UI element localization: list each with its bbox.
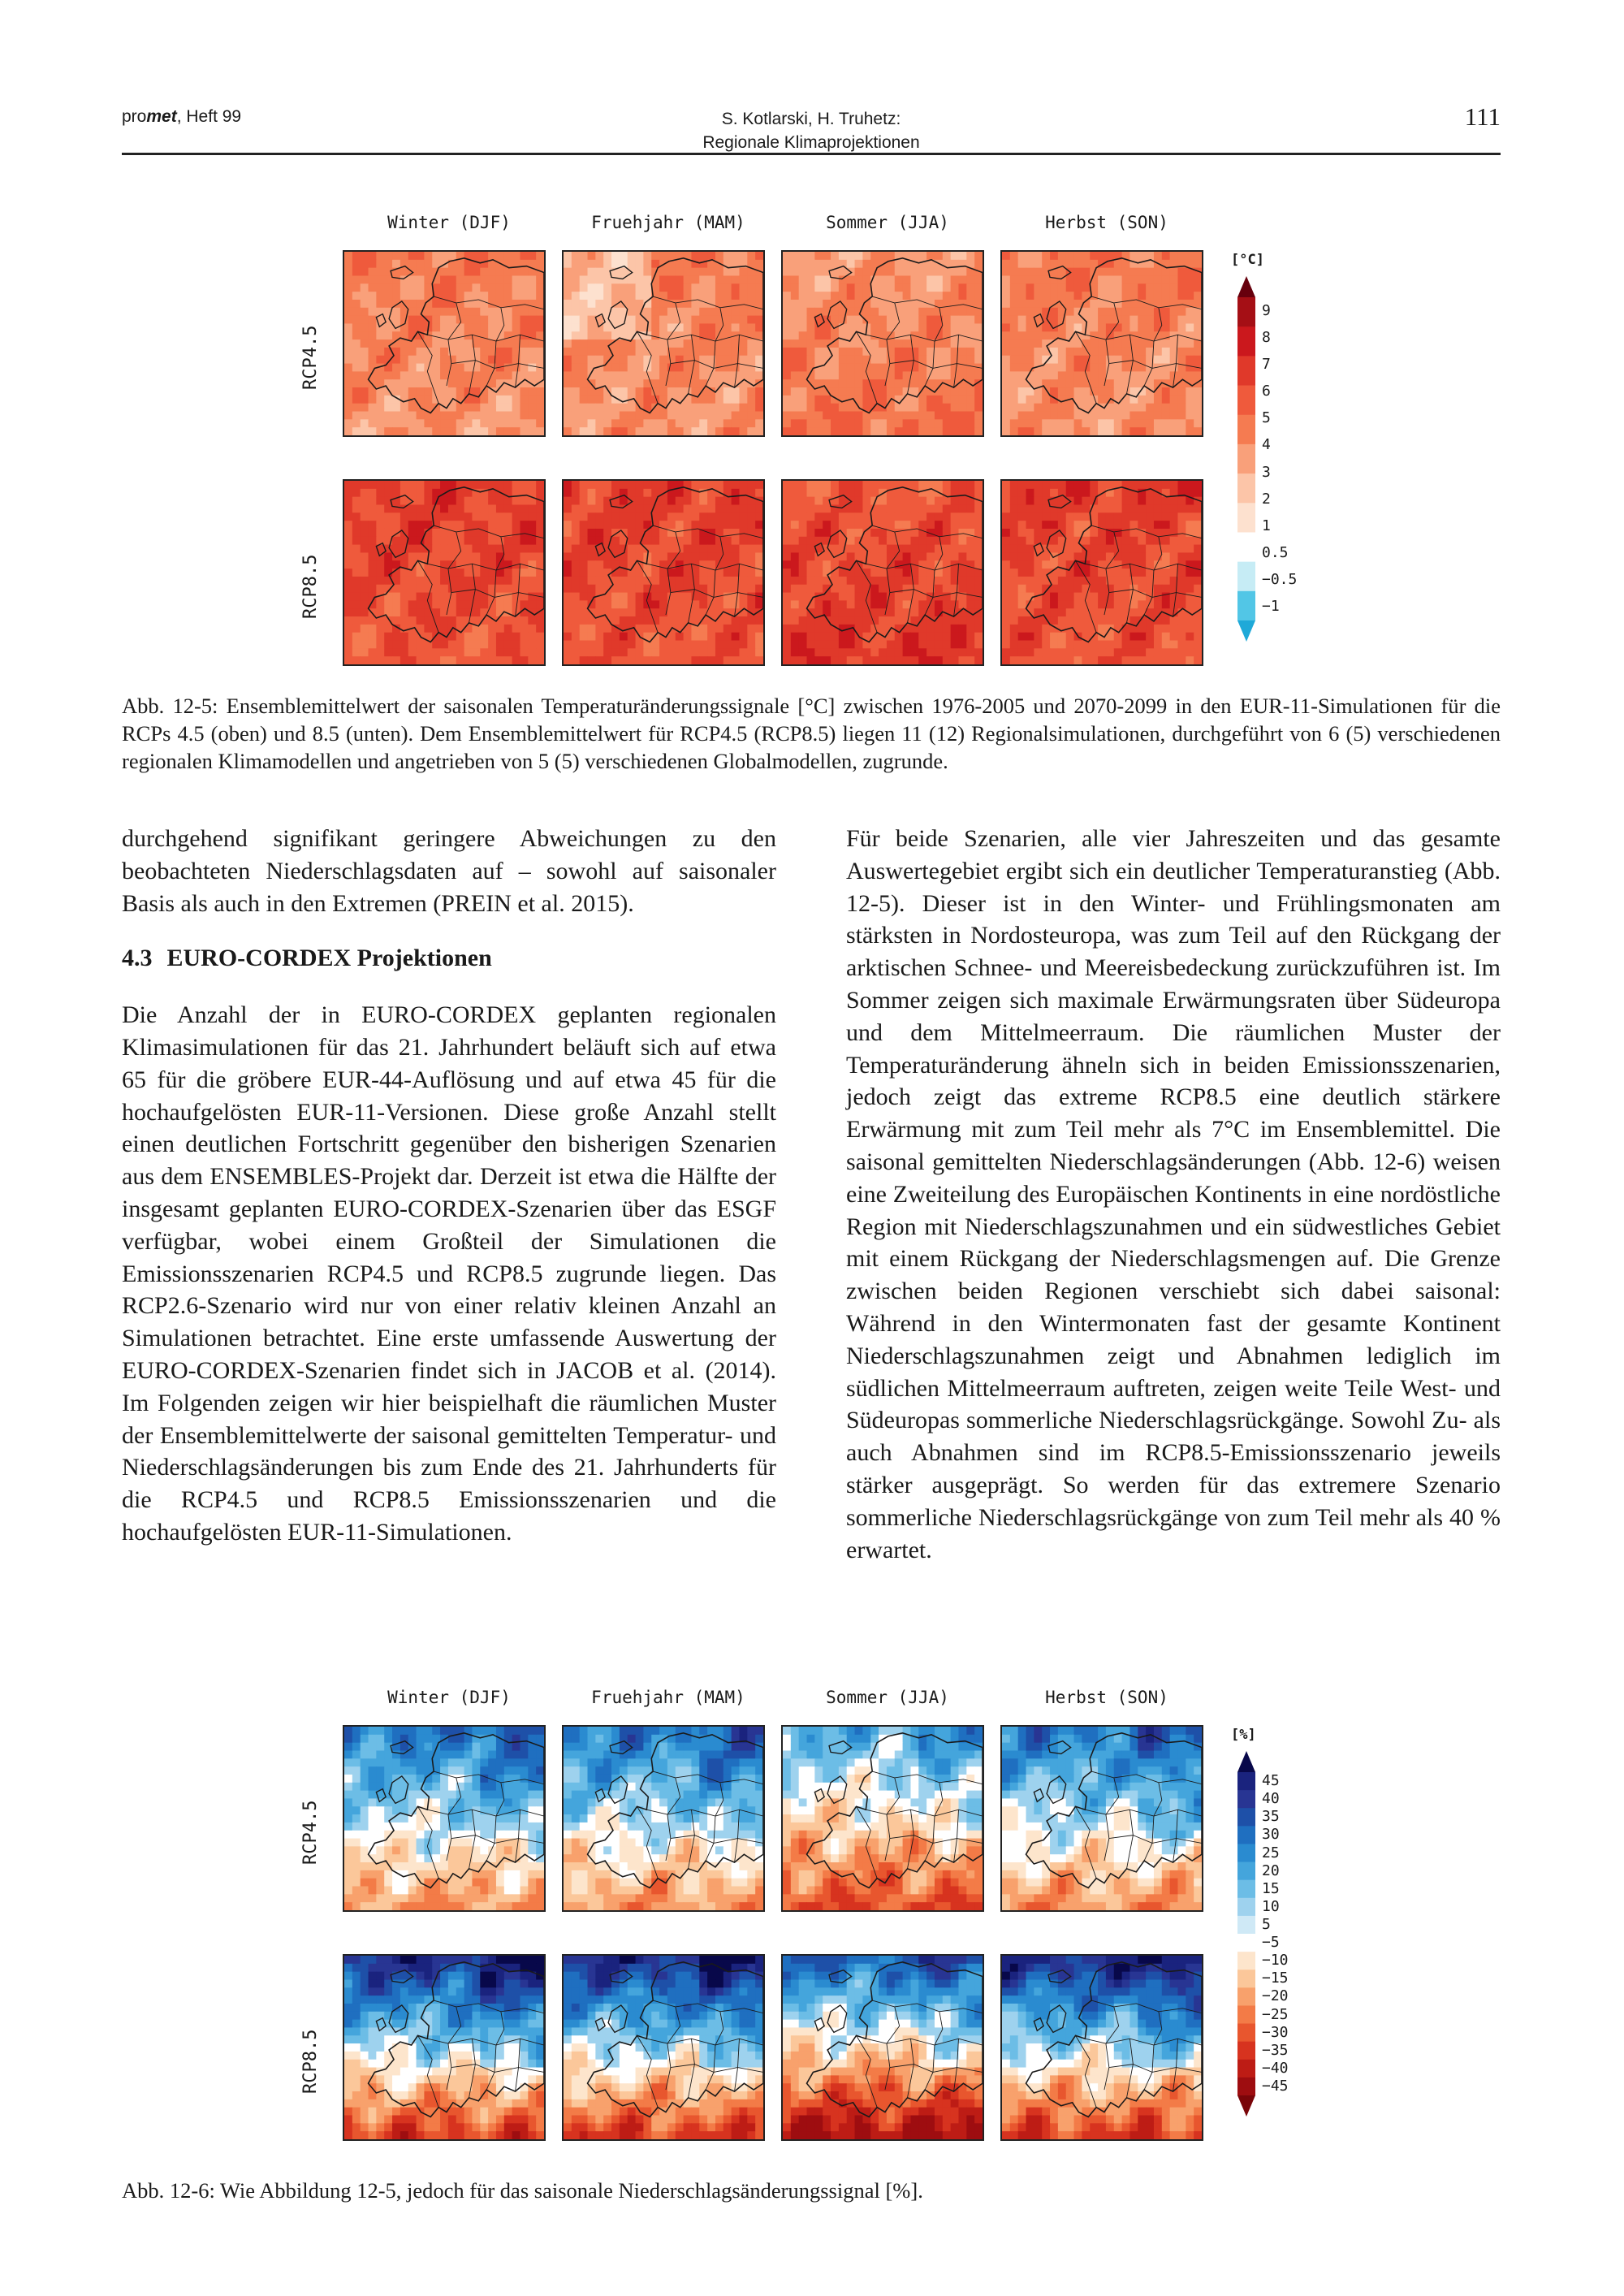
colorbar-segment (1237, 1880, 1255, 1899)
colorbar-tick-label: 10 (1262, 1897, 1280, 1915)
colorbar-segment (1237, 2042, 1255, 2060)
colorbar-tick-label: 0.5 (1262, 544, 1289, 562)
colorbar-top-arrow (1237, 1751, 1255, 1772)
row-label-rcp45: RCP4.5 (300, 325, 321, 390)
map-field (783, 1956, 983, 2139)
colorbar-segment (1237, 1898, 1255, 1917)
colorbar-top-arrow (1237, 276, 1255, 297)
colorbar-segment (1237, 1844, 1255, 1862)
row-label-rcp85: RCP8.5 (300, 554, 321, 619)
map-field (564, 1727, 763, 1910)
map-panel (781, 479, 984, 666)
map-field (344, 1727, 544, 1910)
map-field (344, 252, 544, 435)
season-title-spring: Fruehjahr (MAM) (591, 213, 745, 232)
colorbar-scale (1237, 276, 1262, 642)
map-field (783, 1727, 983, 1910)
colorbar-tick-label: −45 (1262, 2077, 1289, 2095)
colorbar-segment (1237, 2060, 1255, 2078)
map-panel (1000, 1725, 1203, 1912)
colorbar-tick-label: 1 (1262, 517, 1271, 534)
map-panel (781, 1954, 984, 2141)
paragraph: durchgehend signifikant geringere Abweichungen zu den beobachteten Niederschlagsdaten auf – sowohl auf saisonaler Basis als auch in den Extremen (PREIN et al. 2015). (122, 825, 776, 917)
colorbar-segment (1237, 2024, 1255, 2043)
colorbar-tick-label: −25 (1262, 2005, 1289, 2023)
season-title-spring: Fruehjahr (MAM) (591, 1688, 745, 1707)
section-number: 4.3 (122, 945, 153, 972)
season-title-autumn: Herbst (SON) (1045, 1688, 1168, 1707)
page-number: 111 (1464, 102, 1501, 131)
map-panel (781, 250, 984, 437)
map-panel (562, 1725, 765, 1912)
colorbar-tick-label: 45 (1262, 1772, 1280, 1790)
map-field (564, 481, 763, 664)
colorbar-segment (1237, 1916, 1255, 1935)
colorbar-tick-label: 7 (1262, 355, 1271, 373)
colorbar-tick-label: 9 (1262, 301, 1271, 319)
map-panel (343, 1954, 546, 2141)
map-field (344, 481, 544, 664)
colorbar-tick-label: −15 (1262, 1970, 1289, 1987)
colorbar-segment (1237, 1790, 1255, 1809)
colorbar-tick-label: −30 (1262, 2023, 1289, 2041)
colorbar-bottom-arrow (1237, 620, 1255, 642)
colorbar-tick-label: 15 (1262, 1879, 1280, 1897)
season-title-winter: Winter (DJF) (387, 1688, 511, 1707)
colorbar-tick-label: 25 (1262, 1844, 1280, 1861)
colorbar-segment (1237, 1970, 1255, 1988)
figure-temperature-change (300, 213, 1340, 682)
colorbar-segment (1237, 1862, 1255, 1881)
row-label-rcp85: RCP8.5 (300, 2029, 321, 2094)
colorbar-tick-label: −0.5 (1262, 571, 1298, 589)
colorbar-segment (1237, 473, 1255, 504)
season-title-summer: Sommer (JJA) (826, 1688, 949, 1707)
map-panel (1000, 1954, 1203, 2141)
colorbar-segment (1237, 1808, 1255, 1827)
colorbar-scale (1237, 1751, 1262, 2117)
colorbar-segment (1237, 532, 1255, 562)
figure-precipitation-change (300, 1688, 1340, 2157)
colorbar-tick-label: −10 (1262, 1952, 1289, 1970)
colorbar-segment (1237, 562, 1255, 592)
map-panel (562, 479, 765, 666)
colorbar-bottom-arrow (1237, 2095, 1255, 2117)
colorbar-tick-label: 5 (1262, 1915, 1271, 1933)
running-title (122, 107, 1501, 154)
colorbar-segment (1237, 1987, 1255, 2006)
right-column (846, 823, 1501, 1566)
colorbar-tick-label: 30 (1262, 1826, 1280, 1844)
colorbar-segment (1237, 444, 1255, 474)
season-title-winter: Winter (DJF) (387, 213, 511, 232)
colorbar-segment (1237, 1934, 1255, 1952)
colorbar-segment (1237, 297, 1255, 327)
header-rule (122, 153, 1501, 155)
colorbar-segment (1237, 2005, 1255, 2024)
map-field (564, 1956, 763, 2139)
colorbar-segment (1237, 1772, 1255, 1791)
running-header (122, 102, 1501, 156)
left-column (122, 823, 776, 1549)
colorbar-segment (1237, 326, 1255, 357)
map-panel (1000, 479, 1203, 666)
colorbar-tick-label: 8 (1262, 328, 1271, 346)
map-panel (781, 1725, 984, 1912)
map-field (1002, 252, 1202, 435)
colorbar-tick-label: 40 (1262, 1790, 1280, 1808)
map-panel (343, 1725, 546, 1912)
season-title-autumn: Herbst (SON) (1045, 213, 1168, 232)
journal-issue: promet, Heft 99 (122, 107, 242, 126)
map-panel (562, 1954, 765, 2141)
section-heading (122, 942, 776, 975)
row-label-rcp45: RCP4.5 (300, 1800, 321, 1865)
colorbar-tick-label: 3 (1262, 463, 1271, 481)
colorbar-tick-label: −35 (1262, 2041, 1289, 2059)
colorbar-tick-label: 2 (1262, 490, 1271, 508)
map-field (564, 252, 763, 435)
colorbar-segment (1237, 503, 1255, 533)
map-field (1002, 1727, 1202, 1910)
colorbar-segment (1237, 415, 1255, 445)
paragraph: Für beide Szenarien, alle vier Jahreszeiten und das gesamte Auswertegebiet ergibt sich ein deutlicher Temperaturanstieg (Abb. 12-5). Dieser ist in den Winter- und Frühlingsmonaten am stärksten in Nordosteuropa, was zum Teil auf den Rückgang der arktischen Schnee- und Meereisbedeckung zurückzuführen ist. Im Sommer zeigen sich maximale Erwärmungsraten über Südeuropa und dem Mittelmeerraum. Die räumlichen Muster der Temperaturänderung ähneln sich in beiden Emissionsszenarien, jedoch zeigt das extreme RCP8.5 eine deutlich stärkere Erwärmung mit zum Teil mehr als 7°C im Ensemblemittel. Die saisonal gemittelten Niederschlagsänderungen (Abb. 12-6) weisen eine Zweiteilung des Europäischen Kontinents in eine nordöstliche Region mit Niederschlagszunahmen und ein südwestliches Gebiet mit einem Rückgang der Niederschlagsmengen auf. Die Grenze zwischen beiden Regionen verschiebt sich dabei saisonal: Während in den Wintermonaten fast der gesamte Kontinent Niederschlagszunahmen zeigt und Abnahmen lediglich im südlichen Mittelmeerraum auftreten, zeigen weite Teile West- und Südeuropas sommerliche Niederschlagsrückgänge. Sowohl Zu- als auch Abnahmen sind im RCP8.5-Emissionsszenario jeweils stärker ausgeprägt. So werden für das extremere Szenario sommerliche Niederschlagsrückgänge von zum Teil mehr als 40 % erwartet. (846, 825, 1501, 1563)
colorbar-tick-label: 35 (1262, 1808, 1280, 1826)
season-title-summer: Sommer (JJA) (826, 213, 949, 232)
colorbar-segment (1237, 591, 1255, 621)
header-title: Regionale Klimaprojektionen (702, 133, 920, 152)
map-panel (1000, 250, 1203, 437)
header-authors: S. Kotlarski, H. Truhetz: (721, 110, 901, 128)
colorbar-tick-label: 20 (1262, 1861, 1280, 1879)
colorbar-tick-label: −20 (1262, 1987, 1289, 2005)
colorbar-tick-label: −5 (1262, 1934, 1280, 1952)
colorbar-unit: [%] (1231, 1727, 1256, 1743)
figure-caption-12-5: Abb. 12-5: Ensemblemittelwert der saisonalen Temperaturänderungssignale [°C] zwischen 1976-2005 und 2070-2099 in den EUR-11-Simulationen für die RCPs 4.5 (oben) und 8.5 (unten). Dem Ensemblemittelwert für RCP4.5 (RCP8.5) liegen 11 (12) Regionalsimulationen, durchgeführt von 6 (5) verschiedenen regionalen Klimamodellen und angetrieben von 5 (5) verschiedenen Globalmodellen, zugrunde. (122, 694, 1501, 773)
figure-caption-12-6: Abb. 12-6: Wie Abbildung 12-5, jedoch für das saisonale Niederschlagsänderungssignal [%]. (122, 2178, 923, 2203)
paragraph: Die Anzahl der in EURO-CORDEX geplanten regionalen Klimasimulationen für das 21. Jahrhundert beläuft sich auf etwa 65 für die gröbere EUR-44-Auflösung und auf etwa 45 für die hochaufgelösten EUR-11-Versionen. Diese große Anzahl stellt einen deutlichen Fortschritt gegenüber den bisherigen Szenarien aus dem ENSEMBLES-Projekt dar. Derzeit ist etwa die Hälfte der insgesamt geplanten EURO-CORDEX-Szenarien über das ESGF verfügbar, wobei einem Großteil der Simulationen die Emissionsszenarien RCP4.5 und RCP8.5 zugrunde liegen. Das RCP2.6-Szenario wird nur von einer relativ kleinen Anzahl an Simulationen betrachtet. Eine erste umfassende Auswertung der EURO-CORDEX-Szenarien findet sich in JACOB et al. (2014). Im Folgenden zeigen wir hier beispielhaft die räumlichen Muster der Ensemblemittelwerte der saisonal gemittelten Temperatur- und Niederschlagsänderungen bis zum Ende des 21. Jahrhunderts für die RCP4.5 und RCP8.5 Emissionsszenarien und die hochaufgelösten EUR-11-Simulationen. (122, 1001, 776, 1546)
colorbar-tick-label: 4 (1262, 436, 1271, 454)
map-field (344, 1956, 544, 2139)
colorbar-tick-label: 6 (1262, 383, 1271, 400)
map-panel (343, 479, 546, 666)
map-field (783, 481, 983, 664)
colorbar-tick-label: 5 (1262, 409, 1271, 427)
map-field (1002, 481, 1202, 664)
section-title: EURO-CORDEX Projektionen (166, 945, 492, 972)
colorbar-segment (1237, 386, 1255, 416)
colorbar-segment (1237, 356, 1255, 386)
map-field (783, 252, 983, 435)
colorbar-tick-label: −1 (1262, 598, 1280, 616)
map-field (1002, 1956, 1202, 2139)
colorbar-segment (1237, 1826, 1255, 1844)
colorbar-tick-label: −40 (1262, 2059, 1289, 2077)
map-panel (343, 250, 546, 437)
colorbar-segment (1237, 2078, 1255, 2096)
map-panel (562, 250, 765, 437)
colorbar-unit: [°C] (1231, 252, 1264, 268)
colorbar-segment (1237, 1952, 1255, 1970)
